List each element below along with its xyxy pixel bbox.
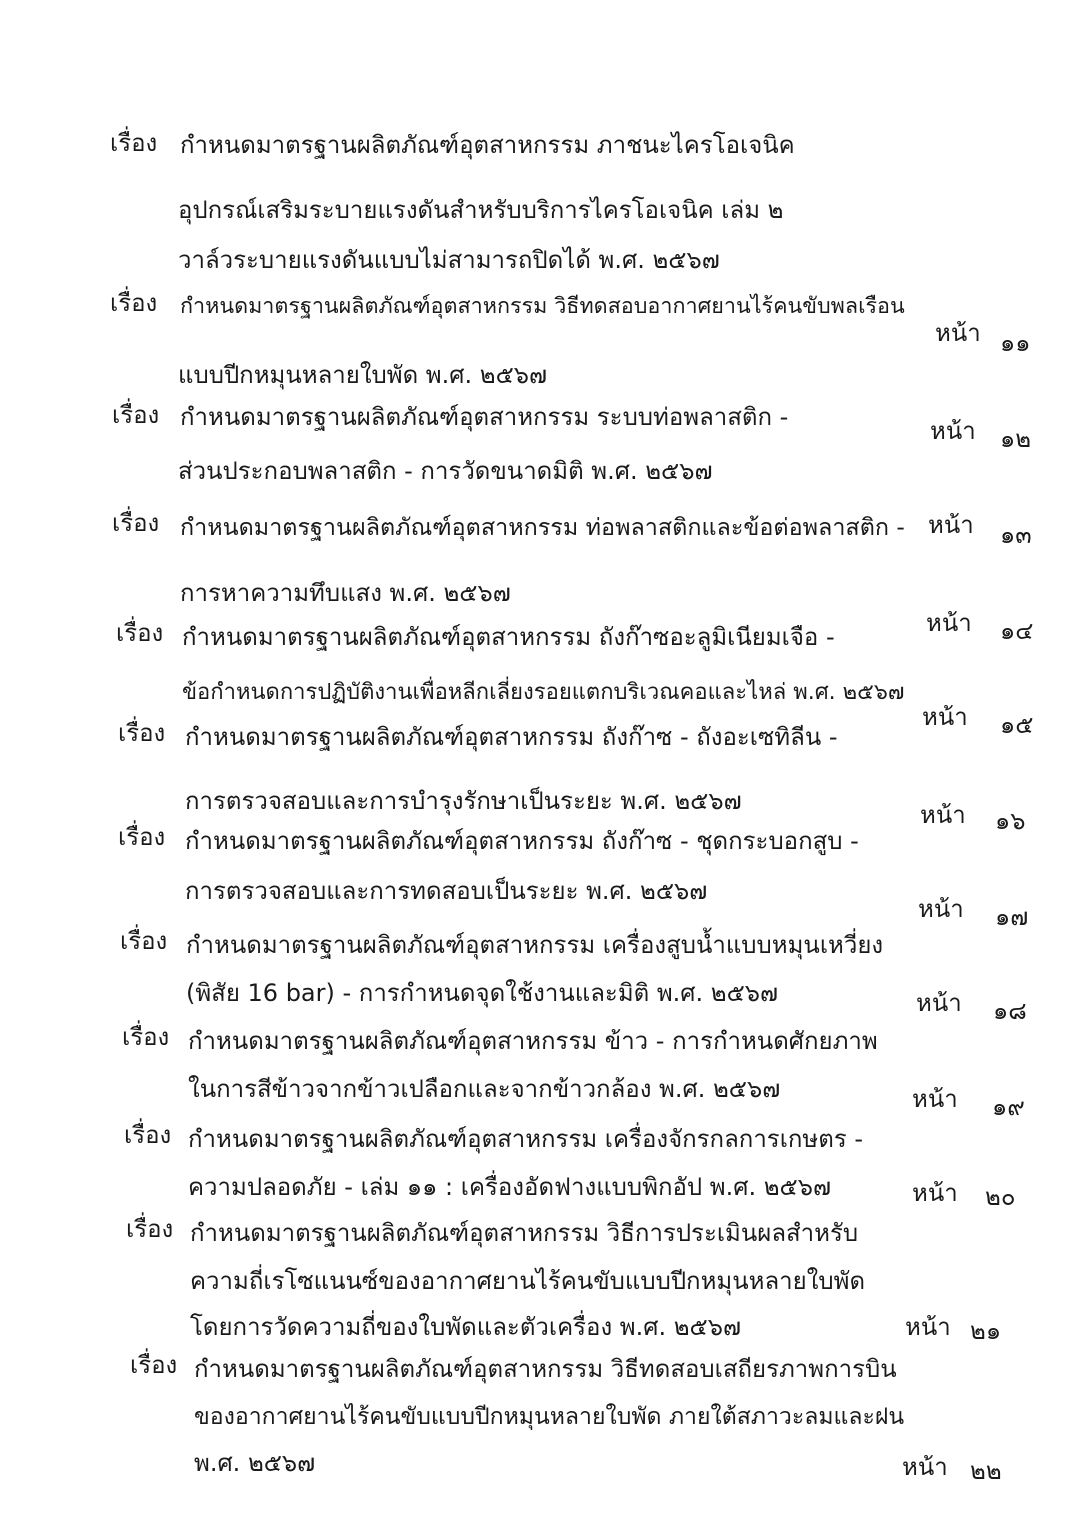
entry-title-line: โดยการวัดความถี่ของใบพัดและตัวเครื่อง พ.ศ. ๒๕๖๗ — [190, 1313, 742, 1341]
entry-title-line: กำหนดมาตรฐานผลิตภัณฑ์อุตสาหกรรม วิธีทดสอบอากาศยานไร้คนขับพลเรือน — [180, 294, 905, 319]
page-label: หน้า — [912, 1085, 958, 1113]
entry-title-line: การตรวจสอบและการทดสอบเป็นระยะ พ.ศ. ๒๕๖๗ — [185, 877, 708, 905]
page-label: หน้า — [916, 989, 962, 1017]
entry-label: เรื่อง — [110, 289, 158, 317]
entry-label: เรื่อง — [122, 1023, 170, 1051]
page-label: หน้า — [918, 895, 964, 923]
entry-label: เรื่อง — [112, 509, 160, 537]
entry-label: เรื่อง — [112, 401, 160, 429]
entry-title-line: พ.ศ. ๒๕๖๗ — [194, 1449, 316, 1477]
entry-label: เรื่อง — [118, 719, 166, 747]
entry-title-line: กำหนดมาตรฐานผลิตภัณฑ์อุตสาหกรรม เครื่องสูบน้ำแบบหมุนเหวี่ยง — [186, 931, 884, 959]
page-label: หน้า — [920, 801, 966, 829]
page-number: ๑๑ — [1000, 329, 1031, 357]
page-number: ๑๔ — [1000, 617, 1034, 645]
entry-title-line: ของอากาศยานไร้คนขับแบบปีกหมุนหลายใบพัด ภายใต้สภาวะลมและฝน — [194, 1404, 905, 1430]
entry-title-line: ในการสีข้าวจากข้าวเปลือกและจากข้าวกล้อง พ.ศ. ๒๕๖๗ — [188, 1075, 781, 1103]
entry-title-line: กำหนดมาตรฐานผลิตภัณฑ์อุตสาหกรรม ถังก๊าซ - ชุดกระบอกสูบ - — [185, 827, 859, 855]
entry-label: เรื่อง — [116, 619, 164, 647]
page-label: หน้า — [902, 1453, 948, 1481]
entry-title-line: แบบปีกหมุนหลายใบพัด พ.ศ. ๒๕๖๗ — [178, 361, 548, 389]
entry-title-line: กำหนดมาตรฐานผลิตภัณฑ์อุตสาหกรรม ภาชนะไครโอเจนิค — [180, 131, 795, 159]
page-number: ๑๘ — [993, 997, 1027, 1025]
page-label: หน้า — [926, 609, 972, 637]
entry-title-line: ความปลอดภัย - เล่ม ๑๑ : เครื่องอัดฟางแบบพิกอัป พ.ศ. ๒๕๖๗ — [188, 1173, 831, 1201]
entry-label: เรื่อง — [110, 129, 158, 157]
entry-title-line: การตรวจสอบและการบำรุงรักษาเป็นระยะ พ.ศ. ๒๕๖๗ — [185, 787, 742, 815]
page-label: หน้า — [930, 417, 976, 445]
page-number: ๑๒ — [1000, 425, 1032, 453]
page-number: ๒๒ — [970, 1457, 1002, 1485]
page-label: หน้า — [922, 703, 968, 731]
entry-title-line: ข้อกำหนดการปฏิบัติงานเพื่อหลีกเลี่ยงรอยแตกบริเวณคอและไหล่ พ.ศ. ๒๕๖๗ — [182, 680, 905, 705]
entry-label: เรื่อง — [120, 927, 168, 955]
entry-title-line: กำหนดมาตรฐานผลิตภัณฑ์อุตสาหกรรม ท่อพลาสติกและข้อต่อพลาสติก - — [180, 513, 905, 541]
entry-label: เรื่อง — [124, 1121, 172, 1149]
entry-label: เรื่อง — [118, 823, 166, 851]
entry-title-line: กำหนดมาตรฐานผลิตภัณฑ์อุตสาหกรรม ระบบท่อพลาสติก - — [180, 403, 789, 431]
entry-label: เรื่อง — [130, 1351, 178, 1379]
entry-title-line: วาล์วระบายแรงดันแบบไม่สามารถปิดได้ พ.ศ. ๒๕๖๗ — [178, 246, 720, 274]
entry-title-line: ความถี่เรโซแนนซ์ของอากาศยานไร้คนขับแบบปีกหมุนหลายใบพัด — [190, 1267, 866, 1295]
page-label: หน้า — [912, 1179, 958, 1207]
entry-title-line: กำหนดมาตรฐานผลิตภัณฑ์อุตสาหกรรม เครื่องจักรกลการเกษตร - — [188, 1125, 864, 1153]
page-number: ๒๑ — [970, 1317, 1002, 1345]
page-number: ๑๗ — [995, 903, 1029, 931]
page-number: ๑๖ — [995, 807, 1026, 835]
page-label: หน้า — [928, 511, 974, 539]
entry-title-line: กำหนดมาตรฐานผลิตภัณฑ์อุตสาหกรรม ถังก๊าซ - ถังอะเซทิลีน - — [185, 723, 838, 751]
entry-title-line: (พิสัย 16 bar) - การกำหนดจุดใช้งานและมิติ พ.ศ. ๒๕๖๗ — [186, 979, 779, 1007]
entry-title-line: กำหนดมาตรฐานผลิตภัณฑ์อุตสาหกรรม วิธีทดสอบเสถียรภาพการบิน — [194, 1355, 897, 1383]
entry-label: เรื่อง — [126, 1215, 174, 1243]
page-number: ๑๙ — [992, 1093, 1025, 1121]
entry-title-line: กำหนดมาตรฐานผลิตภัณฑ์อุตสาหกรรม ถังก๊าซอะลูมิเนียมเจือ - — [182, 623, 835, 651]
page-number: ๑๓ — [1000, 521, 1032, 549]
entry-title-line: ส่วนประกอบพลาสติก - การวัดขนาดมิติ พ.ศ. ๒๕๖๗ — [178, 457, 713, 485]
entry-title-line: กำหนดมาตรฐานผลิตภัณฑ์อุตสาหกรรม วิธีการประเมินผลสำหรับ — [190, 1219, 859, 1247]
entry-title-line: อุปกรณ์เสริมระบายแรงดันสำหรับบริการไครโอเจนิค เล่ม ๒ — [178, 196, 784, 224]
entry-title-line: กำหนดมาตรฐานผลิตภัณฑ์อุตสาหกรรม ข้าว - การกำหนดศักยภาพ — [188, 1027, 878, 1055]
page-label: หน้า — [935, 319, 981, 347]
page-label: หน้า — [905, 1313, 951, 1341]
page-number: ๒๐ — [985, 1183, 1016, 1211]
entry-title-line: การหาความทึบแสง พ.ศ. ๒๕๖๗ — [180, 579, 511, 607]
page-number: ๑๕ — [1000, 711, 1034, 739]
